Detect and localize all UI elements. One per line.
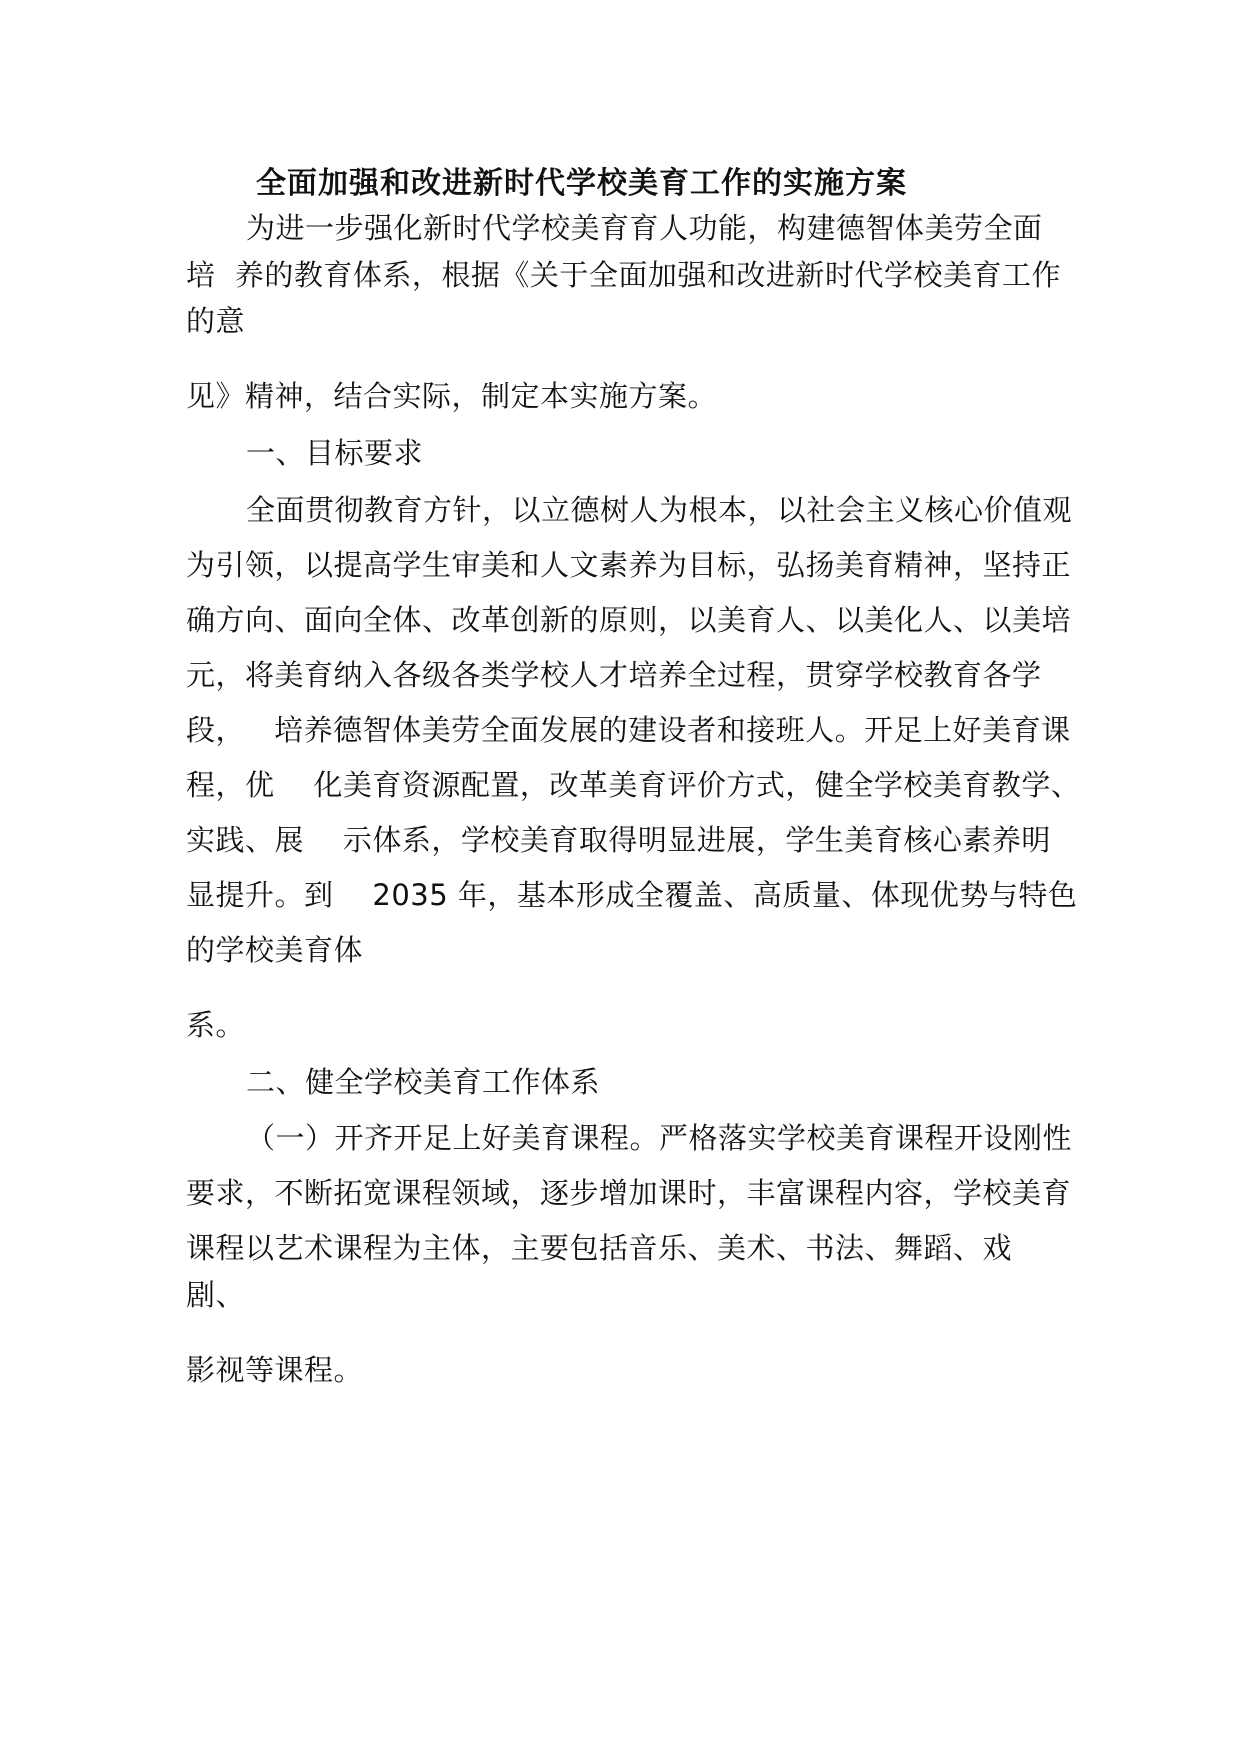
paragraph-line: 显提升。到 2035 年，基本形成全覆盖、高质量、体现优势与特色 xyxy=(186,878,1078,912)
paragraph-line: 段， 培养德智体美劳全面发展的建设者和接班人。开足上好美育课 xyxy=(186,713,1071,747)
paragraph-line: 课程以艺术课程为主体，主要包括音乐、美术、书法、舞蹈、戏 xyxy=(186,1231,1013,1265)
paragraph-line: 要求，不断拓宽课程领域，逐步增加课时，丰富课程内容，学校美育 xyxy=(186,1176,1072,1210)
section-heading: 二、健全学校美育工作体系 xyxy=(246,1065,601,1099)
paragraph-line: 元，将美育纳入各级各类学校人才培养全过程，贯穿学校教育各学 xyxy=(186,658,1042,692)
section-heading: 一、目标要求 xyxy=(246,436,424,470)
paragraph-line: 影视等课程。 xyxy=(186,1353,364,1387)
paragraph-line: 确方向、面向全体、改革创新的原则，以美育人、以美化人、以美培 xyxy=(186,603,1072,637)
paragraph-line: 程，优 化美育资源配置，改革美育评价方式，健全学校美育教学、 xyxy=(186,768,1081,802)
paragraph-line: 实践、展 示体系，学校美育取得明显进展，学生美育核心素养明 xyxy=(186,823,1051,857)
paragraph-line: 培 养的教育体系，根据《关于全面加强和改进新时代学校美育工作 xyxy=(186,258,1061,292)
document-title: 全面加强和改进新时代学校美育工作的实施方案 xyxy=(256,166,907,201)
paragraph-line: 见》精神，结合实际，制定本实施方案。 xyxy=(186,379,718,413)
paragraph-line: 的学校美育体 xyxy=(186,933,364,967)
paragraph-line: （一）开齐开足上好美育课程。严格落实学校美育课程开设刚性 xyxy=(246,1121,1073,1155)
paragraph-line: 的意 xyxy=(186,304,246,338)
paragraph-line: 系。 xyxy=(186,1008,246,1042)
paragraph-line: 全面贯彻教育方针，以立德树人为根本，以社会主义核心价值观 xyxy=(246,493,1073,527)
paragraph-line: 为引领，以提高学生审美和人文素养为目标，弘扬美育精神，坚持正 xyxy=(186,548,1072,582)
paragraph-line: 为进一步强化新时代学校美育育人功能，构建德智体美劳全面 xyxy=(246,211,1043,245)
paragraph-line: 剧、 xyxy=(186,1278,246,1312)
